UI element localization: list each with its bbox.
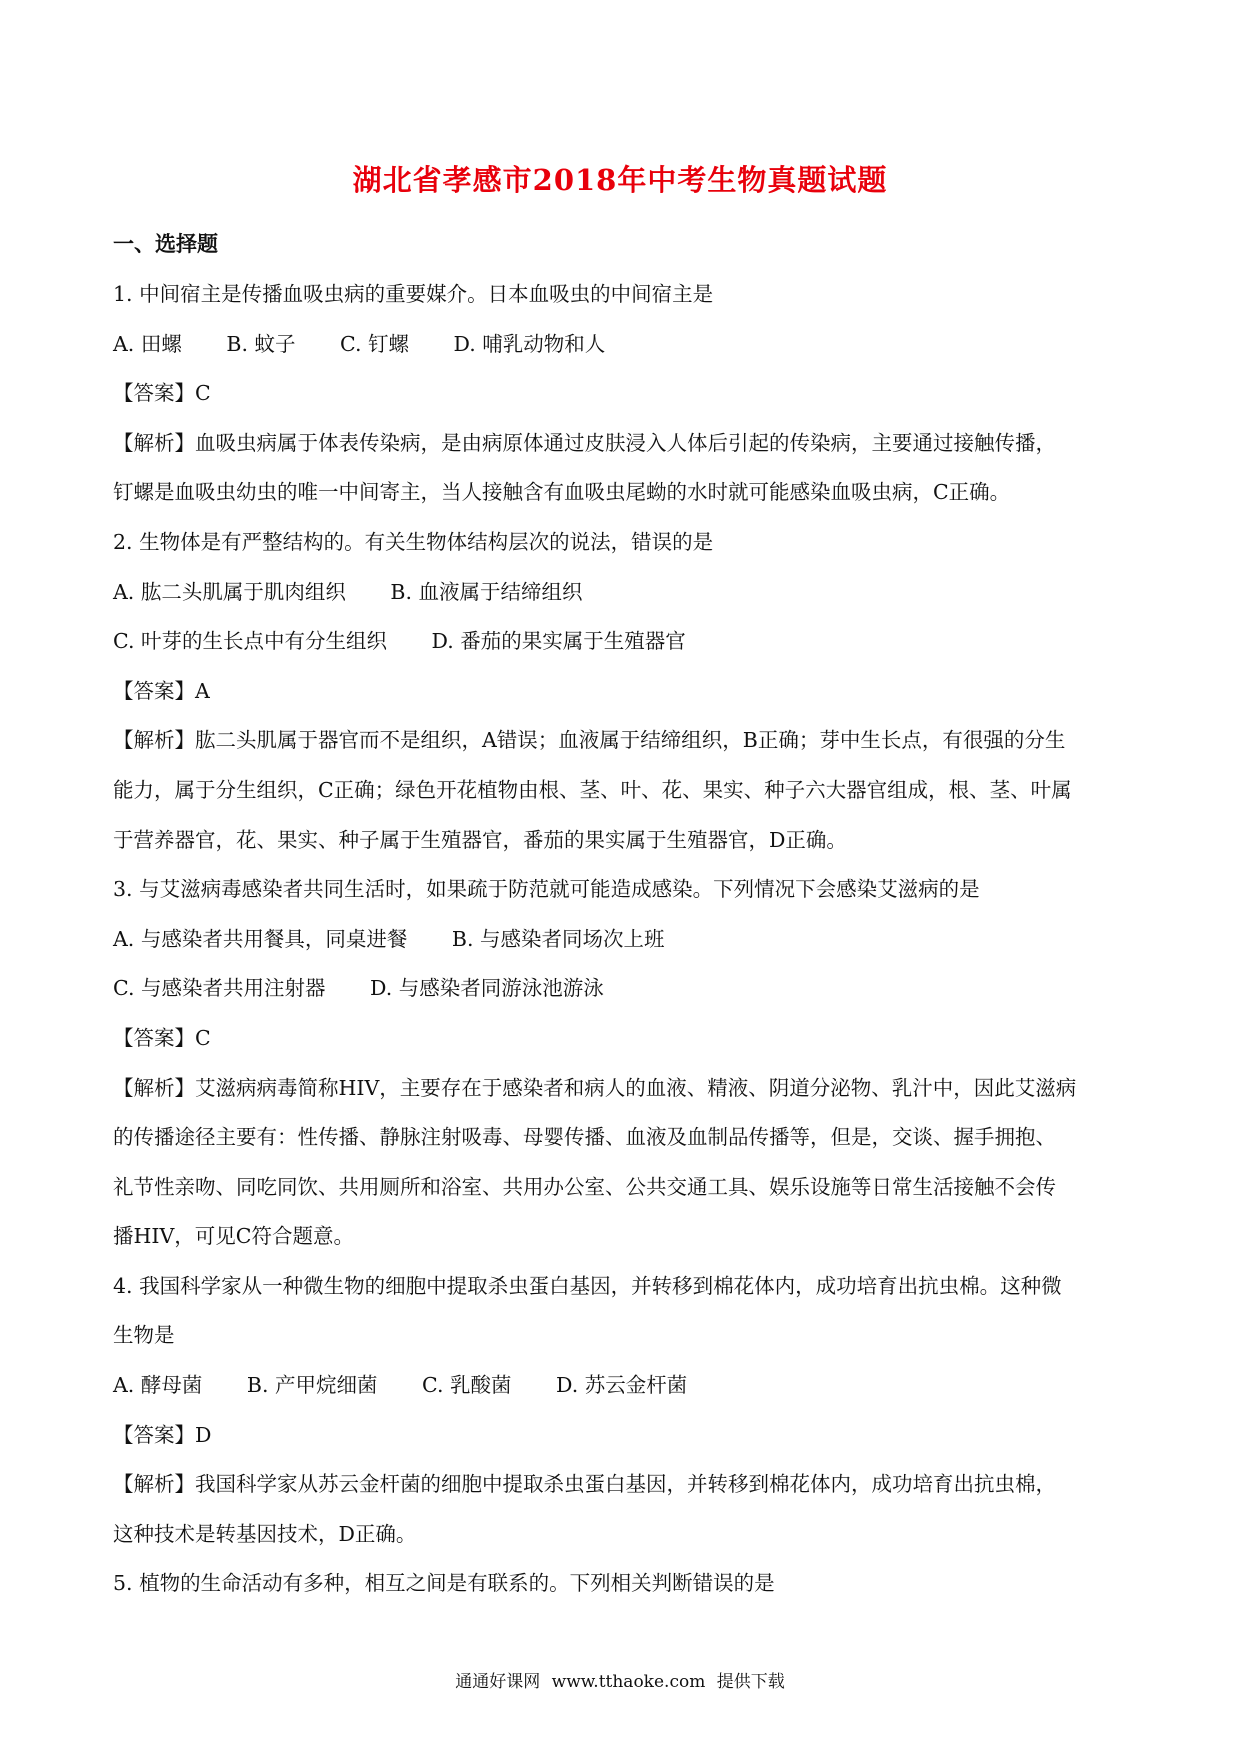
- question-options: [113, 915, 1133, 965]
- option: A. 酵母菌: [113, 1373, 203, 1398]
- question-options: [113, 568, 1133, 618]
- option: A. 肱二头肌属于肌肉组织: [113, 579, 346, 604]
- question-options: [113, 1361, 1133, 1411]
- question-stem: 1. 中间宿主是传播血吸虫病的重要媒介。日本血吸虫的中间宿主是: [113, 282, 714, 306]
- analysis-line: 这种技术是转基因技术，D正确。: [113, 1521, 417, 1546]
- option: D. 苏云金杆菌: [556, 1373, 688, 1398]
- answer: 【答案】D: [113, 1422, 212, 1447]
- page-footer: [0, 1667, 1240, 1692]
- analysis-line: 的传播途径主要有：性传播、静脉注射吸毒、母婴传播、血液及血制品传播等，但是，交谈、握手拥抱、: [113, 1125, 1056, 1150]
- option: D. 与感染者同游泳池游泳: [370, 976, 604, 1001]
- question-options: [113, 320, 1133, 370]
- option: B. 血液属于结缔组织: [390, 579, 583, 604]
- option: A. 田螺: [113, 331, 182, 356]
- option: B. 与感染者同场次上班: [451, 926, 665, 951]
- answer: 【答案】C: [113, 1025, 211, 1050]
- question-options: [113, 964, 1133, 1014]
- footer-url[interactable]: www.tthaoke.com: [551, 1672, 706, 1692]
- answer: 【答案】A: [113, 678, 210, 703]
- option: D. 哺乳动物和人: [453, 331, 606, 356]
- question-stem: 4. 我国科学家从一种微生物的细胞中提取杀虫蛋白基因，并转移到棉花体内，成功培育出抗虫棉。这种微: [113, 1273, 1062, 1298]
- footer-note: 提供下载: [716, 1672, 785, 1692]
- option: C. 与感染者共用注射器: [113, 976, 326, 1001]
- option: D. 番茄的果实属于生殖器官: [431, 629, 686, 654]
- analysis-line: 【解析】肱二头肌属于器官而不是组织，A错误；血液属于结缔组织，B正确；芽中生长点，有很强的分生: [113, 728, 1066, 753]
- question-stem: 2. 生物体是有严整结构的。有关生物体结构层次的说法，错误的是: [113, 529, 714, 554]
- question-stem: 3. 与艾滋病毒感染者共同生活时，如果疏于防范就可能造成感染。下列情况下会感染艾滋病的是: [113, 877, 980, 902]
- option: C. 乳酸菌: [422, 1373, 512, 1398]
- option: C. 叶芽的生长点中有分生组织: [113, 629, 387, 654]
- section-heading: 一、选择题: [113, 231, 218, 256]
- footer-site-name: 通通好课网: [455, 1672, 541, 1692]
- analysis-line: 【解析】血吸虫病属于体表传染病，是由病原体通过皮肤浸入人体后引起的传染病，主要通过接触传播，: [113, 430, 1056, 455]
- document-body: [113, 270, 1133, 1609]
- analysis-line: 礼节性亲吻、同吃同饮、共用厕所和浴室、共用办公室、公共交通工具、娱乐设施等日常生活接触不会传: [113, 1174, 1056, 1199]
- analysis-line: 能力，属于分生组织，C正确；绿色开花植物由根、茎、叶、花、果实、种子六大器官组成，根、茎、叶属: [113, 777, 1072, 802]
- document-title: 湖北省孝感市2018年中考生物真题试题: [352, 163, 888, 197]
- analysis-line: 播HIV，可见C符合题意。: [113, 1224, 354, 1249]
- question-stem-continued: 生物是: [113, 1323, 175, 1348]
- answer: 【答案】C: [113, 381, 211, 406]
- analysis-line: 于营养器官，花、果实、种子属于生殖器官，番茄的果实属于生殖器官，D正确。: [113, 827, 847, 852]
- question-options: [113, 617, 1133, 667]
- analysis-line: 【解析】艾滋病病毒简称HIV，主要存在于感染者和病人的血液、精液、阴道分泌物、乳汁中，因此艾滋病: [113, 1075, 1077, 1100]
- question-stem: 5. 植物的生命活动有多种，相互之间是有联系的。下列相关判断错误的是: [113, 1571, 775, 1596]
- option: C. 钉螺: [340, 331, 410, 356]
- analysis-line: 【解析】我国科学家从苏云金杆菌的细胞中提取杀虫蛋白基因，并转移到棉花体内，成功培育出抗虫棉，: [113, 1472, 1056, 1497]
- option: B. 产甲烷细菌: [246, 1373, 378, 1398]
- analysis-line: 钉螺是血吸虫幼虫的唯一中间寄主，当人接触含有血吸虫尾蚴的水时就可能感染血吸虫病，C正确。: [113, 480, 1011, 505]
- option: B. 蚊子: [226, 331, 296, 356]
- option: A. 与感染者共用餐具，同桌进餐: [113, 926, 408, 951]
